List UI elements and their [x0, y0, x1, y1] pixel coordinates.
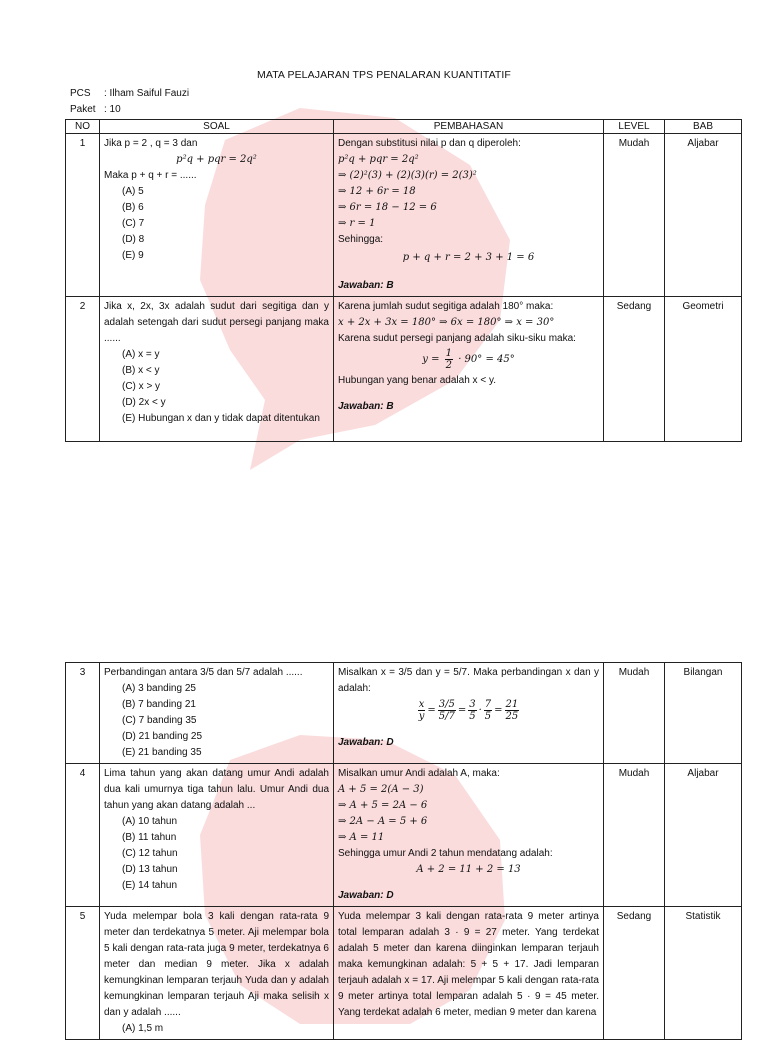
fraction	[468, 699, 476, 722]
option: (C) 7	[122, 218, 145, 229]
fraction-numerator: 21	[505, 699, 519, 710]
question-table-2	[65, 662, 742, 1040]
solution-line: ⇒ A + 5 = 2A − 6	[338, 800, 428, 811]
fraction-denominator: 5	[469, 711, 476, 722]
option: (D) 13 tahun	[122, 864, 178, 875]
solution-cell	[334, 907, 604, 1040]
solution-line: Sehingga:	[338, 234, 384, 245]
answer-label: Jawaban: B	[338, 280, 394, 291]
solution-line: ⇒ (2)²(3) + (2)(3)(r) = 2(3)²	[338, 170, 477, 181]
header-soal: SOAL	[100, 120, 334, 134]
option: (E) 14 tahun	[122, 880, 178, 891]
question-cell	[100, 663, 334, 764]
solution-line: Sehingga umur Andi 2 tahun mendatang adalah:	[338, 848, 553, 859]
solution-result: p + q + r = 2 + 3 + 1 = 6	[402, 252, 535, 263]
document-title: MATA PELAJARAN TPS PENALARAN KUANTITATIF	[257, 69, 511, 81]
option: (B) x < y	[122, 365, 160, 376]
option: (A) 3 banding 25	[122, 683, 196, 694]
option: (D) 8	[122, 234, 145, 245]
bab-cell: Bilangan	[665, 663, 742, 764]
option: (A) 5	[122, 186, 144, 197]
row-number: 1	[66, 134, 100, 297]
option: (C) 12 tahun	[122, 848, 178, 859]
spacer	[338, 268, 599, 278]
fraction-numerator: 7	[484, 699, 492, 710]
option: (E) Hubungan x dan y tidak dapat ditentukan	[122, 413, 320, 424]
solution-cell	[334, 134, 604, 297]
table-row	[66, 764, 742, 907]
solution-cell	[334, 297, 604, 442]
spacer	[338, 725, 599, 735]
fraction-numerator: 3/5	[438, 699, 455, 710]
row-number: 3	[66, 663, 100, 764]
fraction-denominator: 5	[484, 711, 492, 722]
bab-cell: Aljabar	[665, 134, 742, 297]
solution-line: ⇒ A = 11	[338, 832, 385, 843]
solution-cell	[334, 764, 604, 907]
header-level: LEVEL	[604, 120, 665, 134]
row-number: 4	[66, 764, 100, 907]
level-cell: Mudah	[604, 764, 665, 907]
answer-label: Jawaban: D	[338, 890, 394, 901]
bab-cell: Aljabar	[665, 764, 742, 907]
level-cell: Mudah	[604, 134, 665, 297]
table-row	[66, 663, 742, 764]
solution-text: Yuda melempar 3 kali dengan rata-rata 9 meter artinya total lemparan adalah 3 · 9 = 27 meter. Yang terdekat adalah 5 meter dan karena diinginkan lemparan terjauh maka kemungkinan adalah: 5 + 5 + 17. Jadi lemparan terjauh adalah x = 17. Aji melempar 5 kali dengan rata-rata 9 meter artinya total lemparan adalah 5 · 9 = 45 meter. Yang terdekat adalah 6 meter, median 9 meter dan karena	[338, 911, 599, 1018]
solution-line: Karena jumlah sudut segitiga adalah 180° maka:	[338, 301, 554, 312]
question-equation: p²q + pqr = 2q²	[176, 154, 257, 165]
pcs-line	[70, 88, 189, 99]
bab-cell: Geometri	[665, 297, 742, 442]
header-pembahasan: PEMBAHASAN	[334, 120, 604, 134]
solution-line: x + 2x + 3x = 180° ⇒ 6x = 180° ⇒ x = 30°	[338, 317, 555, 328]
answer-label: Jawaban: B	[338, 401, 394, 412]
question-cell	[100, 297, 334, 442]
solution-line: Misalkan x = 3/5 dan y = 5/7. Maka perbandingan x dan y adalah:	[338, 667, 599, 694]
question-cell	[100, 134, 334, 297]
solution-line: Karena sudut persegi panjang adalah siku-siku maka:	[338, 333, 576, 344]
solution-line: A + 5 = 2(A − 3)	[338, 784, 424, 795]
solution-line: ⇒ 6r = 18 − 12 = 6	[338, 202, 437, 213]
fraction	[484, 699, 492, 722]
fraction	[418, 699, 426, 722]
eq-right: · 90° = 45°	[458, 354, 515, 365]
spacer	[338, 389, 599, 399]
option: (D) 21 banding 25	[122, 731, 203, 742]
table-row	[66, 134, 742, 297]
solution-line: ⇒ r = 1	[338, 218, 376, 229]
solution-line: Dengan substitusi nilai p dan q diperoleh:	[338, 138, 521, 149]
row-number: 5	[66, 907, 100, 1040]
fraction-denominator: y	[418, 711, 425, 722]
option: (D) 2x < y	[122, 397, 166, 408]
question-intro: Jika p = 2 , q = 3 dan	[104, 138, 198, 149]
paket-line	[70, 104, 121, 115]
fraction	[438, 699, 456, 722]
paket-value: : 10	[104, 104, 121, 115]
solution-line: p²q + pqr = 2q²	[338, 154, 419, 165]
fraction-numerator: x	[418, 699, 425, 710]
option: (C) x > y	[122, 381, 161, 392]
option: (B) 6	[122, 202, 144, 213]
table-row	[66, 297, 742, 442]
paket-label: Paket	[70, 104, 96, 115]
eq-left: y =	[422, 354, 440, 365]
fraction	[505, 699, 520, 722]
table-header-row	[66, 120, 742, 134]
option: (A) 10 tahun	[122, 816, 178, 827]
option: (E) 21 banding 35	[122, 747, 202, 758]
table-row	[66, 907, 742, 1040]
bab-cell: Statistik	[665, 907, 742, 1040]
fraction-denominator: 5/7	[438, 711, 455, 722]
question-cell	[100, 907, 334, 1040]
question-text: Lima tahun yang akan datang umur Andi adalah dua kali umurnya tiga tahun lalu. Umur Andi dua tahun yang akan datang adalah ...	[104, 768, 329, 811]
spacer	[338, 878, 599, 888]
option: (A) 1,5 m	[122, 1023, 164, 1034]
pcs-label: PCS	[70, 88, 91, 99]
question-table-1	[65, 119, 742, 442]
level-cell: Sedang	[604, 297, 665, 442]
question-ask: Maka p + q + r = ......	[104, 170, 197, 181]
header-bab: BAB	[665, 120, 742, 134]
question-cell	[100, 764, 334, 907]
level-cell: Sedang	[604, 907, 665, 1040]
answer-label: Jawaban: D	[338, 737, 394, 748]
level-cell: Mudah	[604, 663, 665, 764]
fraction-denominator: 25	[505, 711, 519, 722]
option: (A) x = y	[122, 349, 160, 360]
solution-equation	[338, 347, 599, 373]
option: (C) 7 banding 35	[122, 715, 197, 726]
solution-line: Hubungan yang benar adalah x < y.	[338, 375, 496, 386]
fraction-numerator: 1	[445, 348, 453, 359]
fraction	[445, 348, 453, 371]
question-text: Perbandingan antara 3/5 dan 5/7 adalah ......	[104, 667, 303, 678]
solution-cell	[334, 663, 604, 764]
pcs-value: : Ilham Saiful Fauzi	[104, 88, 190, 99]
question-text: Yuda melempar bola 3 kali dengan rata-rata 9 meter dan terdekatnya 5 meter. Aji melempar bola 5 kali dengan rata-rata juga 9 meter, terdekatnya 6 meter dan median 9 meter. Jika x adalah kemungkinan lemparan terjauh Yuda dan y adalah kemungkinan lemparan terjauh Aji maka selisih x dan y adalah ......	[104, 911, 329, 1018]
solution-result: A + 2 = 11 + 2 = 13	[416, 864, 521, 875]
solution-line: ⇒ 2A − A = 5 + 6	[338, 816, 428, 827]
row-number: 2	[66, 297, 100, 442]
solution-equation: $\frac{x}{y}$ = $\frac{3/5}{5/7}$ = $\frac{3}{5}$ · $\frac{7}{5}$ = $\frac{21}{25}$	[418, 699, 519, 722]
header-no: NO	[66, 120, 100, 134]
solution-line: Misalkan umur Andi adalah A, maka:	[338, 768, 500, 779]
option: (B) 7 banding 21	[122, 699, 196, 710]
solution-line: ⇒ 12 + 6r = 18	[338, 186, 416, 197]
option: (B) 11 tahun	[122, 832, 177, 843]
fraction-denominator: 2	[445, 360, 453, 371]
question-text: Jika x, 2x, 3x adalah sudut dari segitiga dan y adalah setengah dari sudut persegi panjang maka ......	[104, 301, 329, 344]
fraction-numerator: 3	[469, 699, 476, 710]
option: (E) 9	[122, 250, 144, 261]
